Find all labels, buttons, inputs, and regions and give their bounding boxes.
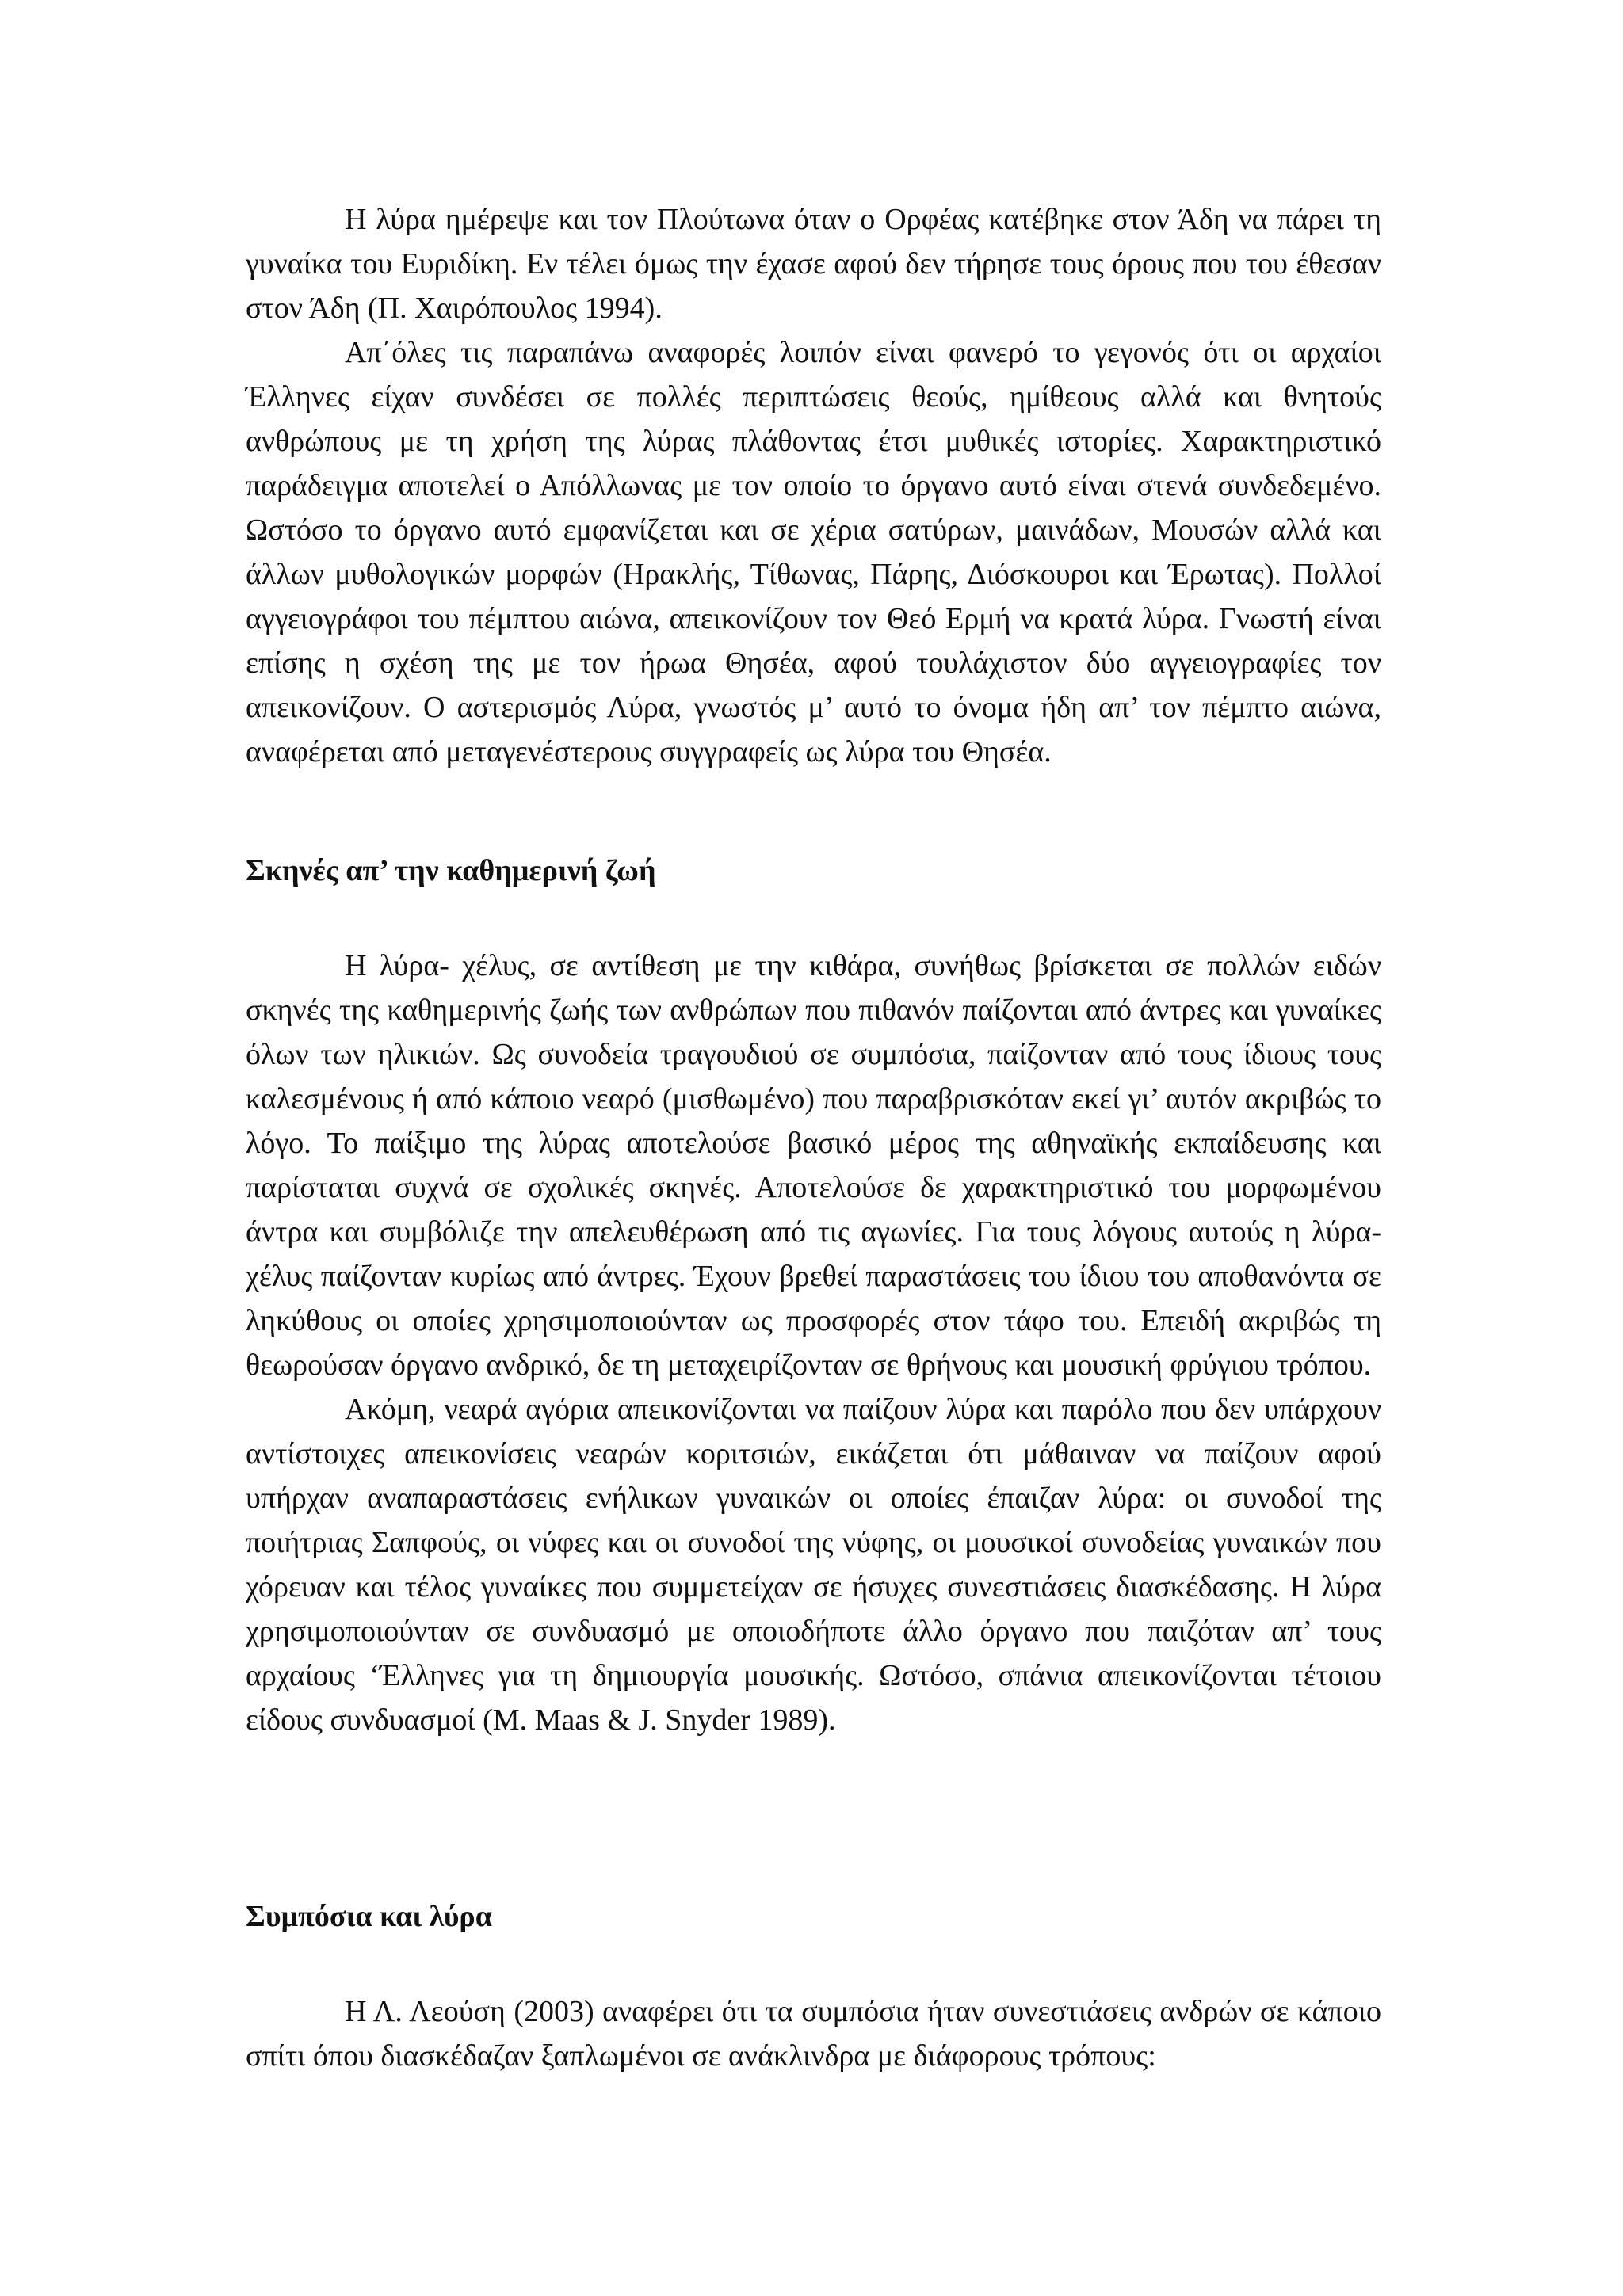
section-heading: Συμπόσια και λύρα <box>246 1900 492 1933</box>
paragraph: Ακόμη, νεαρά αγόρια απεικονίζονται να παίζουν λύρα και παρόλο που δεν υπάρχουν αντίστοιχες απεικονίσεις νεαρών κοριτσιών, εικάζεται ότι μάθαιναν να παίζουν αφού υπήρχαν αναπαραστάσεις ενήλικων γυναικών οι οποίες έπαιζαν λύρα: οι συνοδοί της ποιήτριας Σαπφούς, οι νύφες και οι συνοδοί της νύφης, οι μουσικοί συνοδείας γυναικών που χόρευαν και τέλος γυναίκες που συμμετείχαν σε ήσυχες συνεστιάσεις διασκέδασης. Η λύρα χρησιμοποιούνταν σε συνδυασμό με οποιοδήποτε άλλο όργανο που παιζόταν απ’ τους αρχαίους ‘Έλληνες για τη δημιουργία μουσικής. Ωστόσο, σπάνια απεικονίζονται τέτοιου είδους συνδυασμοί (M. Maas & J. Snyder 1989). <box>246 1393 1381 1737</box>
paragraph: Η Λ. Λεούση (2003) αναφέρει ότι τα συμπόσια ήταν συνεστιάσεις ανδρών σε κάποιο σπίτι όπου διασκέδαζαν ξαπλωμένοι σε ανάκλινδρα με διάφορους τρόπους: <box>246 1995 1381 2073</box>
text-section-3 <box>246 1989 1381 2078</box>
paragraph: Η λύρα ημέρεψε και τον Πλούτωνα όταν ο Ορφέας κατέβηκε στον Άδη να πάρει τη γυναίκα του Ευριδίκη. Εν τέλει όμως την έχασε αφού δεν τήρησε τους όρους που του έθεσαν στον Άδη (Π. Χαιρόπουλος 1994). <box>246 203 1381 325</box>
paragraph: Η λύρα- χέλυς, σε αντίθεση με την κιθάρα, συνήθως βρίσκεται σε πολλών ειδών σκηνές της καθημερινής ζωής των ανθρώπων που πιθανόν παίζονται από άντρες και γυναίκες όλων των ηλικιών. Ως συνοδεία τραγουδιού σε συμπόσια, παίζονταν από τους ίδιους τους καλεσμένους ή από κάποιο νεαρό (μισθωμένο) που παραβρισκόταν εκεί γι’ αυτόν ακριβώς το λόγο. Το παίξιμο της λύρας αποτελούσε βασικό μέρος της αθηναϊκής εκπαίδευσης και παρίσταται συχνά σε σχολικές σκηνές. Αποτελούσε δε χαρακτηριστικό του μορφωμένου άντρα και συμβόλιζε την απελευθέρωση από τις αγωνίες. Για τους λόγους αυτούς η λύρα- χέλυς παίζονταν κυρίως από άντρες. Έχουν βρεθεί παραστάσεις του ίδιου του αποθανόντα σε ληκύθους οι οποίες χρησιμοποιούνταν ως προσφορές στον τάφο του. Επειδή ακριβώς τη θεωρούσαν όργανο ανδρικό, δε τη μεταχειρίζονταν σε θρήνους και μουσική φρύγιου τρόπου. <box>246 949 1381 1382</box>
text-section-2 <box>246 944 1381 1742</box>
section-heading: Σκηνές απ’ την καθημερινή ζωή <box>246 854 656 887</box>
paragraph: Απ΄όλες τις παραπάνω αναφορές λοιπόν είναι φανερό το γεγονός ότι οι αρχαίοι Έλληνες είχαν συνδέσει σε πολλές περιπτώσεις θεούς, ημίθεους αλλά και θνητούς ανθρώπους με τη χρήση της λύρας πλάθοντας έτσι μυθικές ιστορίες. Χαρακτηριστικό παράδειγμα αποτελεί ο Απόλλωνας με τον οποίο το όργανο αυτό είναι στενά συνδεδεμένο. Ωστόσο το όργανο αυτό εμφανίζεται και σε χέρια σατύρων, μαινάδων, Μουσών αλλά και άλλων μυθολογικών μορφών (Ηρακλής, Τίθωνας, Πάρης, Διόσκουροι και Έρωτας). Πολλοί αγγειογράφοι του πέμπτου αιώνα, απεικονίζουν τον Θεό Ερμή να κρατά λύρα. Γνωστή είναι επίσης η σχέση της με τον ήρωα Θησέα, αφού τουλάχιστον δύο αγγειογραφίες τον απεικονίζουν. Ο αστερισμός Λύρα, γνωστός μ’ αυτό το όνομα ήδη απ’ τον πέμπτο αιώνα, αναφέρεται από μεταγενέστερους συγγραφείς ως λύρα του Θησέα. <box>246 336 1381 769</box>
text-section-1 <box>246 197 1381 774</box>
